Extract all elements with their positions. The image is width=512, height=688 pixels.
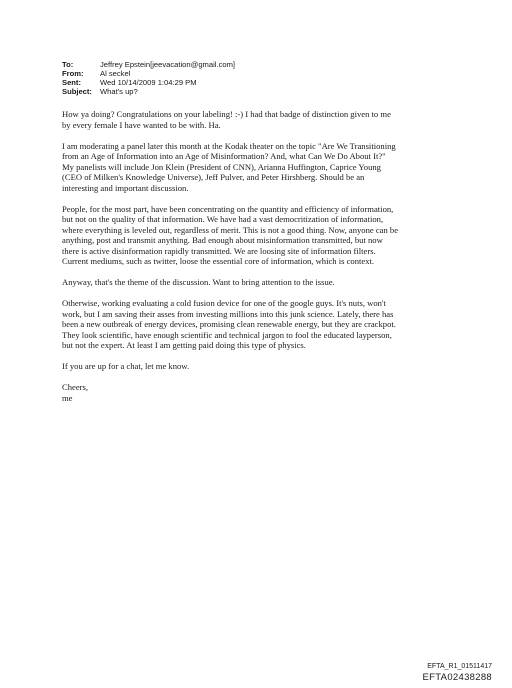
paragraph-greeting [62,109,462,130]
body-line: People, for the most part, have been concentrating on the quantity and efficiency of information, [62,203,394,214]
signature-line: me [62,392,73,403]
paragraph-theme [62,277,462,288]
sent-row [62,78,235,87]
email-header [62,60,235,96]
paragraph-cold-fusion [62,298,462,351]
body-line: anything, post and transmit anything. Bad enough about misinformation transmitted, but now [62,235,383,245]
paragraph-chat [62,361,462,372]
body-line: interesting and important discussion. [62,182,189,193]
body-line: Current mediums, such as twitter, loose the essential core of information, which is context. [62,256,375,266]
from-label: From: [62,69,84,78]
body-line: Otherwise, working evaluating a cold fusion device for one of the google guys. It's nuts, won't [62,298,386,308]
body-line: by every female I have wanted to be with. Ha. [62,119,221,130]
document-reference: EFTA_R1_01511417 [427,663,492,670]
body-line: How ya doing? Congratulations on your labeling! :-) I had that badge of distinction given to me [62,109,391,119]
body-line: from an Age of Information into an Age of Misinformation? And, what Can We Do About It?" [62,151,386,161]
sent-value: Wed 10/14/2009 1:04:29 PM [100,78,197,87]
body-line: where everything is leveled out, regardless of merit. This is not a good thing. Now, anyone can be [62,224,399,235]
body-line: (CEO of Milken's Knowledge Universe), Jeff Pulver, and Peter Hirshberg. Should be an [62,172,365,182]
subject-row [62,87,235,96]
body-line: My panelists will include Jon Klein (President of CNN), Arianna Huffington, Caprice Young [62,161,381,172]
closing-line: Cheers, [62,382,89,392]
body-line: work, but I am saving their asses from investing millions into this junk science. Lately, there has [62,308,394,319]
body-line: They look scientific, have enough scientific and technical jargon to fool the educated layperson, [62,329,392,340]
body-line: I am moderating a panel later this month at the Kodak theater on the topic "Are We Transitioning [62,140,396,151]
subject-value: What's up? [100,87,138,96]
body-line: there is active disinformation rapidly transmitted. We are loosing site of information filters. [62,245,376,256]
paragraph-information [62,204,462,267]
to-row [62,60,235,69]
from-row [62,69,235,78]
closing [62,382,462,403]
to-value: Jeffrey Epstein[jeevacation@gmail.com] [100,60,236,69]
body-line: If you are up for a chat, let me know. [62,361,190,371]
sent-label: Sent: [62,78,81,87]
body-line: been a new outbreak of energy devices, promising clean renewable energy, but they are crackpot. [62,319,396,329]
paragraph-panel [62,141,462,194]
body-line: but not the expert. At least I am getting paid doing this type of physics. [62,340,306,350]
email-body [62,109,462,414]
body-line: but not on the quality of that information. We have had a vast democritization of information, [62,214,384,224]
bates-number: EFTA02438288 [422,672,492,683]
body-line: Anyway, that's the theme of the discussion. Want to bring attention to the issue. [62,277,335,287]
subject-label: Subject: [62,87,92,96]
from-value: Al seckel [100,69,131,78]
to-label: To: [62,60,74,69]
